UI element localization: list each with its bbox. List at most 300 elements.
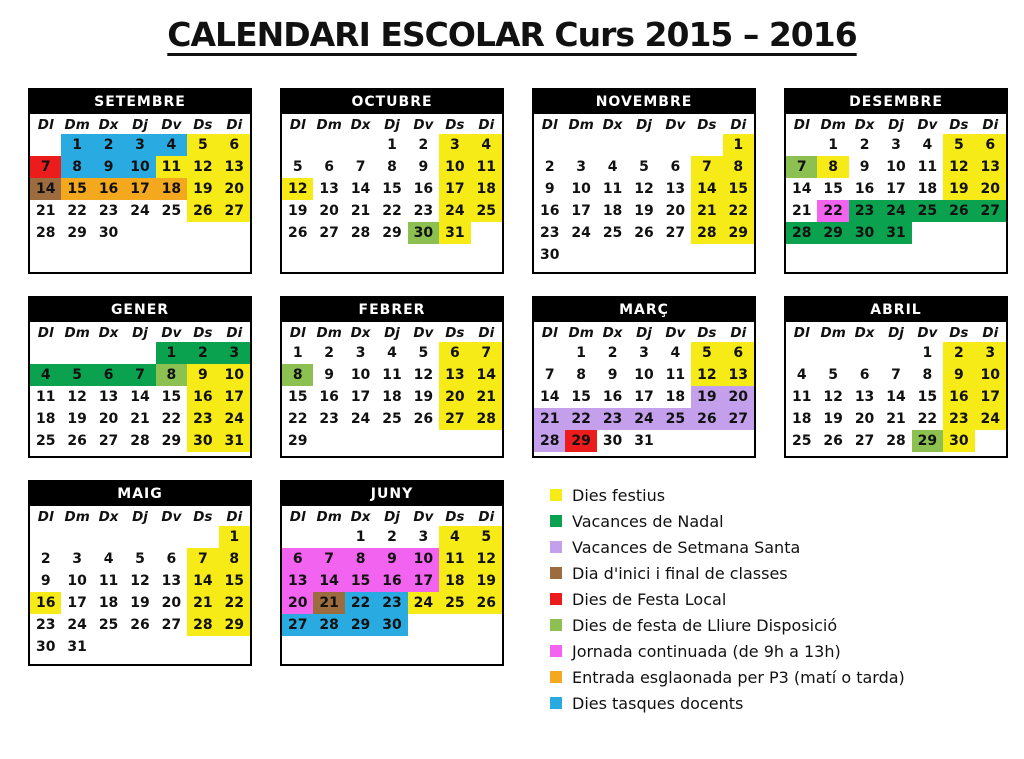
week-row [30, 548, 250, 570]
weekday-label: Dv [413, 117, 434, 133]
weekday-label: Dv [917, 325, 938, 341]
day-cell: 9 [607, 367, 618, 383]
day-cell: 29 [67, 225, 87, 241]
day-cell: 26 [823, 433, 843, 449]
legend-item-santa [550, 534, 1008, 560]
day-cell: 24 [975, 408, 1006, 430]
weekday-label: Ds [193, 117, 213, 133]
day-cell: 5 [135, 551, 145, 567]
day-cell: 24 [628, 408, 659, 430]
day-cell-empty [156, 526, 187, 548]
day-cell: 15 [917, 389, 938, 405]
week-row [534, 342, 754, 364]
day-cell: 10 [408, 548, 439, 570]
day-cell: 1 [828, 137, 838, 153]
day-cell: 29 [382, 225, 402, 241]
day-cell: 4 [30, 364, 61, 386]
week-row [786, 430, 1006, 452]
day-cell: 13 [219, 156, 250, 178]
day-cell-empty [345, 134, 376, 156]
day-cell: 6 [93, 364, 124, 386]
day-cell: 22 [917, 411, 938, 427]
day-cell: 6 [859, 367, 870, 383]
day-cell: 5 [828, 367, 838, 383]
day-cell: 1 [219, 526, 250, 548]
day-cell: 14 [886, 389, 906, 405]
day-cell: 7 [124, 364, 155, 386]
day-cell: 18 [35, 411, 56, 427]
day-cell: 25 [660, 408, 691, 430]
month-panel-maig [28, 480, 252, 666]
weekday-label: Dv [413, 325, 434, 341]
day-cell: 8 [282, 364, 313, 386]
day-cell: 20 [319, 203, 339, 219]
day-cell-empty [660, 244, 691, 266]
day-cell: 4 [796, 367, 807, 383]
day-cell: 25 [161, 203, 182, 219]
day-cell: 25 [98, 617, 119, 633]
day-cell: 3 [891, 137, 901, 153]
day-cell: 28 [130, 433, 150, 449]
day-cell: 12 [823, 389, 843, 405]
day-cell: 4 [156, 134, 187, 156]
day-cell: 22 [817, 200, 848, 222]
day-cell-empty [282, 134, 313, 156]
month-title: GENER [30, 298, 250, 322]
day-cell-empty [943, 222, 974, 244]
month-panel-setembre [28, 88, 252, 274]
weekday-label: Dv [161, 509, 182, 525]
day-cell: 15 [61, 178, 92, 200]
legend-swatch-local [550, 593, 562, 605]
day-cell: 3 [639, 345, 649, 361]
day-cell: 3 [975, 342, 1006, 364]
day-cell: 16 [943, 386, 974, 408]
day-cell: 19 [130, 595, 150, 611]
day-cell: 28 [187, 614, 218, 636]
day-cell: 17 [886, 181, 906, 197]
legend-swatch-jornada [550, 645, 562, 657]
day-cell: 1 [922, 345, 933, 361]
day-cell: 7 [313, 548, 344, 570]
week-row [282, 364, 502, 386]
day-cell: 16 [319, 389, 339, 405]
month-panel-octubre [280, 88, 504, 274]
day-cell: 6 [282, 548, 313, 570]
weekday-header-row [282, 114, 502, 134]
day-cell: 29 [345, 614, 376, 636]
weekday-label: Di [730, 325, 747, 341]
day-cell: 22 [345, 592, 376, 614]
day-cell: 23 [319, 411, 339, 427]
week-row [30, 636, 250, 658]
day-cell: 13 [98, 389, 119, 405]
day-cell: 15 [345, 570, 376, 592]
day-cell: 10 [124, 156, 155, 178]
day-cell: 7 [786, 156, 817, 178]
day-cell: 4 [922, 137, 933, 153]
day-cell: 19 [823, 411, 843, 427]
day-cell-empty [93, 526, 124, 548]
week-row [534, 364, 754, 386]
weekday-label: Dj [384, 117, 400, 133]
day-cell: 15 [287, 389, 308, 405]
day-cell: 1 [292, 345, 303, 361]
day-cell: 25 [602, 225, 623, 241]
weekday-label: Dm [316, 117, 342, 133]
day-cell: 13 [319, 181, 339, 197]
day-cell: 17 [439, 178, 470, 200]
day-cell-empty [93, 636, 124, 658]
day-cell: 19 [634, 203, 654, 219]
weekday-label: Dx [350, 509, 371, 525]
day-cell: 12 [943, 156, 974, 178]
day-cell: 21 [35, 203, 56, 219]
day-cell: 21 [471, 386, 502, 408]
weekday-label: Ds [697, 117, 717, 133]
day-cell: 30 [35, 639, 56, 655]
weekday-label: Ds [697, 325, 717, 341]
week-row [30, 156, 250, 178]
day-cell: 21 [691, 200, 722, 222]
day-cell: 10 [350, 367, 371, 383]
day-cell-empty [723, 430, 754, 452]
day-cell: 12 [130, 573, 150, 589]
weekday-header-row [786, 322, 1006, 342]
day-cell: 21 [791, 203, 812, 219]
weekday-label: Dm [820, 325, 846, 341]
weekday-label: Ds [445, 509, 465, 525]
weekday-label: Dx [98, 509, 119, 525]
day-cell-empty [219, 636, 250, 658]
day-cell: 23 [539, 225, 560, 241]
day-cell: 10 [219, 364, 250, 386]
day-cell: 9 [544, 181, 555, 197]
day-cell: 21 [886, 411, 906, 427]
weekday-label: Dm [64, 509, 90, 525]
day-cell: 31 [219, 430, 250, 452]
day-cell: 27 [439, 408, 470, 430]
day-cell: 12 [413, 367, 434, 383]
weekday-header-row [534, 322, 754, 342]
day-cell: 20 [975, 178, 1006, 200]
day-cell: 9 [187, 364, 218, 386]
day-cell: 1 [576, 345, 586, 361]
week-row [534, 178, 754, 200]
week-row [534, 134, 754, 156]
day-cell: 2 [187, 342, 218, 364]
day-cell: 18 [382, 389, 402, 405]
day-cell: 30 [408, 222, 439, 244]
day-cell: 20 [161, 595, 182, 611]
day-cell: 8 [817, 156, 848, 178]
week-row [30, 222, 250, 244]
day-cell: 19 [471, 570, 502, 592]
day-cell-empty [880, 342, 911, 364]
week-row [786, 408, 1006, 430]
weekday-header-row [786, 114, 1006, 134]
day-cell: 11 [35, 389, 56, 405]
week-row [30, 386, 250, 408]
day-cell-empty [565, 244, 596, 266]
day-cell: 26 [187, 200, 218, 222]
day-cell: 10 [634, 367, 654, 383]
day-cell: 6 [670, 159, 681, 175]
day-cell: 31 [880, 222, 911, 244]
week-row [786, 342, 1006, 364]
day-cell-empty [124, 636, 155, 658]
day-cell-empty [61, 526, 92, 548]
legend-label: Dia d'inici i final de classes [572, 563, 788, 583]
day-cell: 27 [723, 408, 754, 430]
day-cell-empty [313, 526, 344, 548]
month-panel-abril [784, 296, 1008, 458]
day-cell: 11 [471, 156, 502, 178]
day-cell-empty [597, 244, 628, 266]
day-cell: 26 [691, 408, 722, 430]
day-cell: 24 [880, 200, 911, 222]
weekday-label: Ds [445, 117, 465, 133]
day-cell: 14 [691, 178, 722, 200]
day-cell: 2 [387, 529, 397, 545]
day-cell: 16 [602, 389, 623, 405]
day-cell: 14 [471, 364, 502, 386]
weekday-label: Ds [193, 509, 213, 525]
week-row [282, 200, 502, 222]
day-cell: 5 [691, 342, 722, 364]
weekday-label: Dj [636, 117, 652, 133]
day-cell: 28 [471, 408, 502, 430]
week-row [786, 134, 1006, 156]
week-row [282, 570, 502, 592]
weekday-label: Dj [888, 325, 904, 341]
day-cell: 17 [219, 386, 250, 408]
day-cell: 3 [418, 529, 429, 545]
day-cell: 3 [439, 134, 470, 156]
day-cell: 14 [539, 389, 560, 405]
page-title: CALENDARI ESCOLAR Curs 2015 – 2016 [167, 15, 857, 54]
day-cell: 5 [943, 134, 974, 156]
day-cell: 23 [943, 408, 974, 430]
legend-item-festius [550, 482, 1008, 508]
day-cell: 21 [313, 592, 344, 614]
week-row [30, 614, 250, 636]
legend-label: Dies de Festa Local [572, 589, 727, 609]
day-cell: 28 [350, 225, 371, 241]
day-cell: 2 [418, 137, 429, 153]
day-cell: 4 [103, 551, 114, 567]
day-cell: 27 [319, 225, 339, 241]
weekday-label: Dl [37, 117, 54, 133]
month-title: OCTUBRE [282, 90, 502, 114]
day-cell: 2 [40, 551, 51, 567]
weekday-label: Dv [161, 325, 182, 341]
weekday-label: Dj [636, 325, 652, 341]
day-cell: 8 [723, 156, 754, 178]
day-cell-empty [471, 614, 502, 636]
day-cell: 28 [691, 222, 722, 244]
day-cell: 2 [324, 345, 334, 361]
week-row [30, 342, 250, 364]
day-cell: 22 [67, 203, 87, 219]
day-cell: 16 [30, 592, 61, 614]
day-cell-empty [723, 244, 754, 266]
weekday-label: Ds [949, 117, 969, 133]
day-cell-empty [471, 222, 502, 244]
day-cell-empty [691, 134, 722, 156]
day-cell: 7 [544, 367, 555, 383]
legend-item-inici [550, 560, 1008, 586]
day-cell: 12 [471, 548, 502, 570]
day-cell: 9 [859, 159, 870, 175]
day-cell: 9 [93, 156, 124, 178]
day-cell: 17 [975, 386, 1006, 408]
day-cell: 28 [313, 614, 344, 636]
week-row [534, 430, 754, 452]
day-cell: 15 [571, 389, 591, 405]
day-cell: 5 [418, 345, 429, 361]
day-cell: 22 [565, 408, 596, 430]
day-cell: 10 [975, 364, 1006, 386]
weekday-label: Dx [854, 325, 875, 341]
day-cell: 29 [565, 430, 596, 452]
day-cell: 18 [156, 178, 187, 200]
weekday-label: Dm [316, 509, 342, 525]
day-cell: 24 [67, 617, 87, 633]
day-cell: 30 [539, 247, 560, 263]
week-row [786, 364, 1006, 386]
week-row [282, 430, 502, 452]
week-row [282, 548, 502, 570]
day-cell: 27 [665, 225, 686, 241]
day-cell-empty [156, 636, 187, 658]
day-cell-empty [975, 222, 1006, 244]
day-cell-empty [660, 134, 691, 156]
day-cell-empty [817, 342, 848, 364]
day-cell: 24 [130, 203, 150, 219]
day-cell: 20 [723, 386, 754, 408]
day-cell: 30 [98, 225, 119, 241]
day-cell-empty [471, 430, 502, 452]
day-cell-empty [124, 526, 155, 548]
week-row [534, 408, 754, 430]
day-cell: 7 [691, 156, 722, 178]
day-cell: 18 [602, 203, 623, 219]
month-title: NOVEMBRE [534, 90, 754, 114]
day-cell: 29 [161, 433, 182, 449]
day-cell: 25 [35, 433, 56, 449]
weekday-label: Di [478, 509, 495, 525]
weekday-label: Dx [602, 117, 623, 133]
day-cell: 13 [439, 364, 470, 386]
day-cell: 7 [187, 548, 218, 570]
day-cell: 13 [854, 389, 875, 405]
day-cell: 23 [597, 408, 628, 430]
day-cell: 9 [40, 573, 51, 589]
day-cell-empty [628, 134, 659, 156]
day-cell-empty [408, 430, 439, 452]
day-cell: 4 [439, 526, 470, 548]
day-cell-empty [534, 134, 565, 156]
month-panel-novembre [532, 88, 756, 274]
day-cell: 22 [219, 592, 250, 614]
legend-swatch-lliure [550, 619, 562, 631]
weekday-label: Dx [602, 325, 623, 341]
day-cell: 6 [166, 551, 177, 567]
day-cell: 26 [413, 411, 434, 427]
weekday-header-row [534, 114, 754, 134]
day-cell: 14 [350, 181, 371, 197]
day-cell: 25 [382, 411, 402, 427]
legend [532, 480, 1008, 716]
weekday-label: Dm [64, 325, 90, 341]
day-cell-empty [534, 342, 565, 364]
week-row [30, 570, 250, 592]
day-cell: 31 [67, 639, 87, 655]
weekday-label: Dx [98, 325, 119, 341]
weekday-label: Di [226, 325, 243, 341]
day-cell: 30 [376, 614, 407, 636]
weekday-header-row [282, 506, 502, 526]
day-cell: 27 [98, 433, 119, 449]
weekday-label: Dl [289, 325, 306, 341]
day-cell: 10 [571, 181, 591, 197]
weekday-header-row [30, 114, 250, 134]
day-cell: 7 [355, 159, 366, 175]
weekday-label: Dm [820, 117, 846, 133]
weekday-label: Di [478, 325, 495, 341]
day-cell: 20 [219, 178, 250, 200]
day-cell: 8 [156, 364, 187, 386]
day-cell: 29 [912, 430, 943, 452]
week-row [786, 156, 1006, 178]
week-row [282, 134, 502, 156]
day-cell: 19 [413, 389, 434, 405]
day-cell: 8 [61, 156, 92, 178]
day-cell: 18 [791, 411, 812, 427]
day-cell: 27 [161, 617, 182, 633]
day-cell-empty [376, 430, 407, 452]
day-cell: 20 [665, 203, 686, 219]
weekday-label: Dm [568, 117, 594, 133]
day-cell: 22 [161, 411, 182, 427]
day-cell: 24 [219, 408, 250, 430]
legend-swatch-festius [550, 489, 562, 501]
day-cell: 22 [287, 411, 308, 427]
day-cell: 26 [130, 617, 150, 633]
day-cell: 15 [219, 570, 250, 592]
day-cell-empty [93, 342, 124, 364]
legend-item-lliure [550, 612, 1008, 638]
day-cell: 17 [67, 595, 87, 611]
day-cell: 19 [691, 386, 722, 408]
day-cell: 29 [287, 433, 308, 449]
weekday-header-row [282, 322, 502, 342]
weekday-label: Dl [289, 117, 306, 133]
week-row [786, 386, 1006, 408]
day-cell: 29 [723, 222, 754, 244]
day-cell: 14 [130, 389, 150, 405]
day-cell: 8 [387, 159, 397, 175]
day-cell: 17 [634, 389, 654, 405]
day-cell: 18 [471, 178, 502, 200]
day-cell-empty [628, 244, 659, 266]
day-cell: 18 [917, 181, 938, 197]
legend-item-nadal [550, 508, 1008, 534]
weekday-label: Dj [888, 117, 904, 133]
weekday-label: Dl [793, 117, 810, 133]
weekday-label: Di [226, 509, 243, 525]
